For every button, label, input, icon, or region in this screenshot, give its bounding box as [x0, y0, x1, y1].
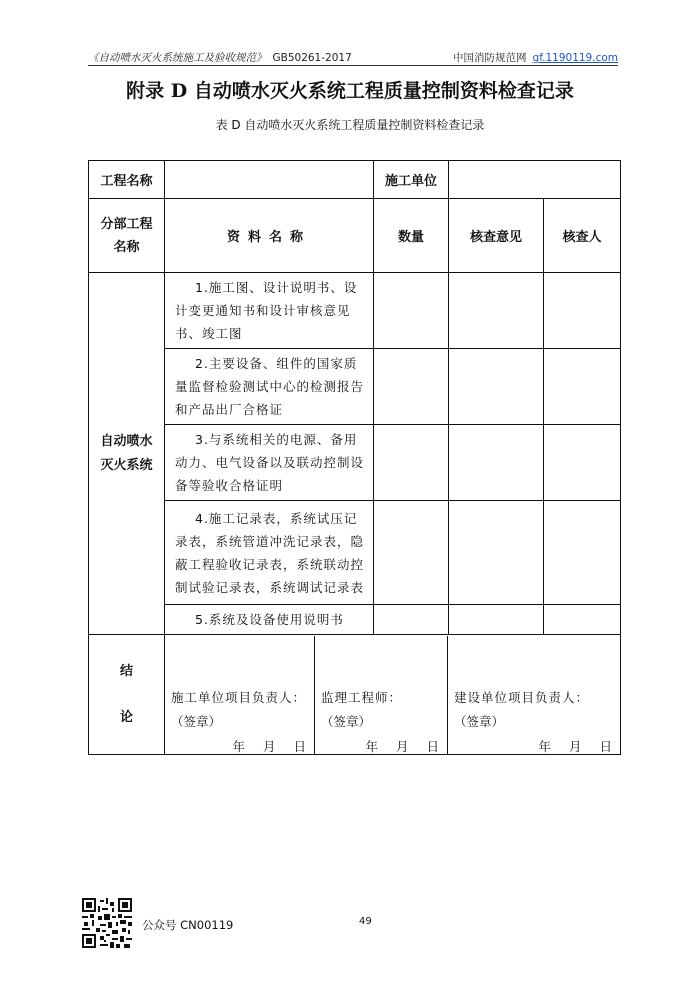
supervisor-date: 年 月 日	[365, 738, 439, 754]
checker-cell[interactable]	[544, 349, 621, 425]
checker-cell[interactable]	[544, 273, 621, 349]
conclusion-char-2: 论	[119, 709, 133, 725]
table-row	[89, 273, 621, 349]
checker-cell[interactable]	[544, 501, 621, 605]
project-row	[89, 161, 621, 199]
builder-seal: （签章）	[171, 713, 222, 729]
table-row	[89, 605, 621, 635]
supervisor-seal: （签章）	[321, 713, 372, 729]
col-docs: 资料名称	[165, 199, 374, 273]
doc-item-5: 5.系统及设备使用说明书	[165, 605, 374, 635]
checker-cell[interactable]	[544, 425, 621, 501]
division-name: 自动喷水灭火系统	[89, 273, 165, 635]
qty-cell[interactable]	[374, 349, 449, 425]
builder-date: 年 月 日	[232, 738, 306, 754]
qty-cell[interactable]	[374, 273, 449, 349]
conclusion-char-1: 结	[119, 663, 133, 679]
doc-item-4: 4.施工记录表，系统试压记录表，系统管道冲洗记录表，隐蔽工程验收记录表，系统联动控制试验记录表，系统调试记录表	[165, 501, 374, 605]
opinion-cell[interactable]	[449, 273, 544, 349]
checker-cell[interactable]	[544, 605, 621, 635]
builder-value[interactable]	[449, 161, 621, 199]
book-title: 《自动喷水灭火系统施工及验收规范》	[88, 52, 267, 64]
header-left	[88, 50, 352, 65]
doc-item-3: 3.与系统相关的电源、备用动力、电气设备以及联动控制设备等验收合格证明	[165, 425, 374, 501]
col-qty: 数量	[374, 199, 449, 273]
supervisor-signature[interactable]	[315, 636, 448, 754]
col-checker: 核查人	[544, 199, 621, 273]
col-opinion: 核查意见	[449, 199, 544, 273]
standard-code: GB50261-2017	[272, 52, 352, 64]
owner-seal: （签章）	[454, 713, 505, 729]
conclusion-signatures	[165, 635, 621, 755]
opinion-cell[interactable]	[449, 501, 544, 605]
page-header	[88, 50, 618, 66]
qty-cell[interactable]	[374, 501, 449, 605]
conclusion-row	[89, 635, 621, 755]
conclusion-label	[89, 635, 165, 755]
owner-signature[interactable]	[448, 636, 620, 754]
opinion-cell[interactable]	[449, 425, 544, 501]
owner-signer: 建设单位项目负责人：	[454, 689, 590, 705]
org-name: 中国消防规范网	[453, 52, 527, 64]
builder-label: 施工单位	[374, 161, 449, 199]
opinion-cell[interactable]	[449, 349, 544, 425]
opinion-cell[interactable]	[449, 605, 544, 635]
qr-code-icon	[82, 898, 132, 948]
site-link[interactable]: gf.1190119.com	[532, 52, 618, 64]
project-name-value[interactable]	[165, 161, 374, 199]
col-division: 分部工程名称	[89, 199, 165, 273]
qty-cell[interactable]	[374, 425, 449, 501]
owner-date: 年 月 日	[538, 738, 612, 754]
table-row	[89, 349, 621, 425]
table-row	[89, 501, 621, 605]
page-title: 附录 D 自动喷水灭火系统工程质量控制资料检查记录	[126, 80, 574, 102]
table-caption: 表 D 自动喷水灭火系统工程质量控制资料检查记录	[215, 118, 485, 132]
table-row	[89, 425, 621, 501]
project-name-label: 工程名称	[89, 161, 165, 199]
wechat-account: 公众号 CN00119	[142, 918, 234, 932]
header-right	[453, 50, 618, 65]
doc-item-2: 2.主要设备、组件的国家质量监督检验测试中心的检测报告和产品出厂合格证	[165, 349, 374, 425]
qty-cell[interactable]	[374, 605, 449, 635]
page-number: 49	[359, 916, 372, 927]
builder-signature[interactable]	[165, 636, 315, 754]
supervisor-signer: 监理工程师：	[321, 689, 403, 705]
doc-item-1: 1.施工图、设计说明书、设计变更通知书和设计审核意见书、竣工图	[165, 273, 374, 349]
column-header-row	[89, 199, 621, 273]
inspection-record-table	[88, 160, 621, 755]
builder-signer: 施工单位项目负责人：	[171, 689, 307, 705]
